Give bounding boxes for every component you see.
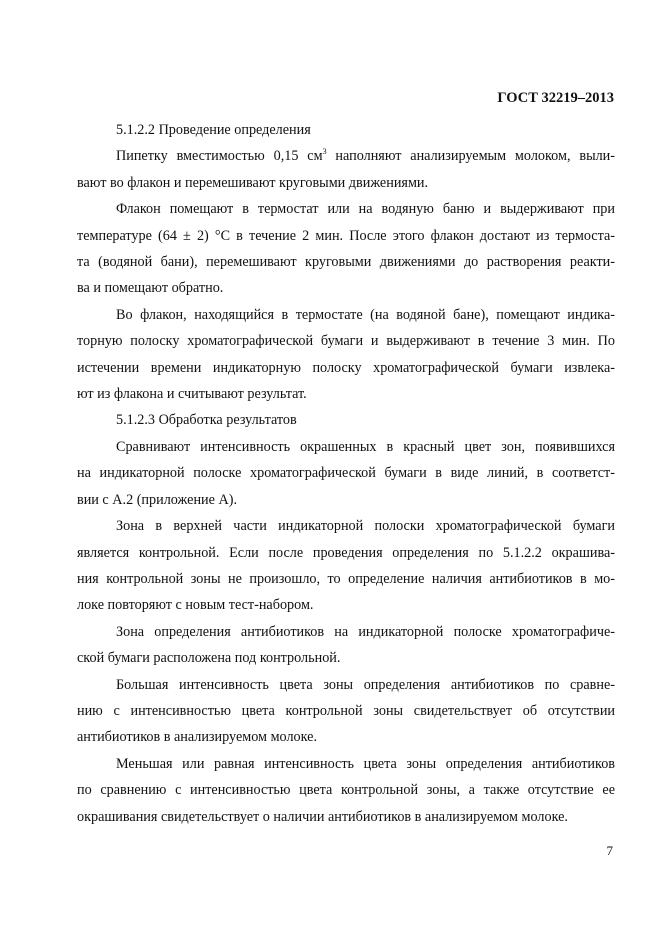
paragraph-line: вии с А.2 (приложение А). xyxy=(77,491,237,508)
paragraph-line: Флакон помещают в термостат или на водяную баню и выдерживают при xyxy=(116,201,615,218)
paragraph-line: та (водяной бани), перемешивают круговыми движениями до растворения реакти- xyxy=(77,254,615,271)
heading-line: 5.1.2.3 Обработка результатов xyxy=(116,412,297,429)
paragraph-line: Во флакон, находящийся в термостате (на водяной бане), помещают индика- xyxy=(116,306,615,323)
paragraph xyxy=(77,434,615,513)
paragraph xyxy=(77,143,615,196)
paragraph-line: по сравнению с интенсивностью цвета контрольной зоны, а также отсутствие ее xyxy=(77,782,615,799)
superscript: 3 xyxy=(322,147,327,157)
document-body xyxy=(77,117,615,830)
paragraph-line: ской бумаги расположена под контрольной. xyxy=(77,650,341,667)
paragraph xyxy=(77,196,615,302)
paragraph xyxy=(77,302,615,408)
standard-id: ГОСТ 32219–2013 xyxy=(497,90,614,106)
paragraph-line: Зона определения антибиотиков на индикаторной полоске хроматографиче- xyxy=(116,623,615,640)
page-number: 7 xyxy=(606,843,613,858)
paragraph-line: торную полоску хроматографической бумаги и выдерживают в течение 3 мин. По xyxy=(77,333,615,350)
paragraph-line: локе повторяют с новым тест-набором. xyxy=(77,597,314,614)
paragraph-line: ют из флакона и считывают результат. xyxy=(77,386,307,403)
paragraph-line: Пипетку вместимостью 0,15 $см^3$ наполняют анализируемым молоком, выли- xyxy=(116,147,615,165)
paragraph-line: Большая интенсивность цвета зоны определения антибиотиков по сравне- xyxy=(116,676,615,693)
paragraph-line: на индикаторной полоске хроматографической бумаги в виде линий, в соответст- xyxy=(77,465,615,482)
paragraph-line: вают во флакон и перемешивают круговыми движениями. xyxy=(77,174,429,191)
paragraph-line: окрашивания свидетельствует о наличии антибиотиков в анализируемом молоке. xyxy=(77,808,568,825)
paragraph-line: Зона в верхней части индикаторной полоски хроматографической бумаги xyxy=(116,518,615,535)
paragraph-line: истечении времени индикаторную полоску хроматографической бумаги извлека- xyxy=(77,359,615,376)
document-header xyxy=(497,90,614,107)
section-heading xyxy=(77,407,615,433)
paragraph xyxy=(77,751,615,830)
paragraph-line: Меньшая или равная интенсивность цвета зоны определения антибиотиков xyxy=(116,755,615,772)
heading-line: 5.1.2.2 Проведение определения xyxy=(116,122,311,138)
paragraph xyxy=(77,619,615,672)
paragraph-line: нию с интенсивностью цвета контрольной зоны свидетельствует об отсутствии xyxy=(77,702,615,719)
paragraph xyxy=(77,672,615,751)
section-heading xyxy=(77,117,615,143)
paragraph-line: Сравнивают интенсивность окрашенных в красный цвет зон, появившихся xyxy=(116,438,615,455)
paragraph-line: ния контрольной зоны не произошло, то определение наличия антибиотиков в мо- xyxy=(77,570,615,587)
paragraph-line: является контрольной. Если после проведения определения по 5.1.2.2 окрашива- xyxy=(77,544,615,561)
paragraph-line: антибиотиков в анализируемом молоке. xyxy=(77,729,318,746)
paragraph xyxy=(77,513,615,619)
paragraph-line: ва и помещают обратно. xyxy=(77,280,224,297)
paragraph-line: температуре (64 ± 2) °С в течение 2 мин. После этого флакон достают из термоста- xyxy=(77,227,615,244)
